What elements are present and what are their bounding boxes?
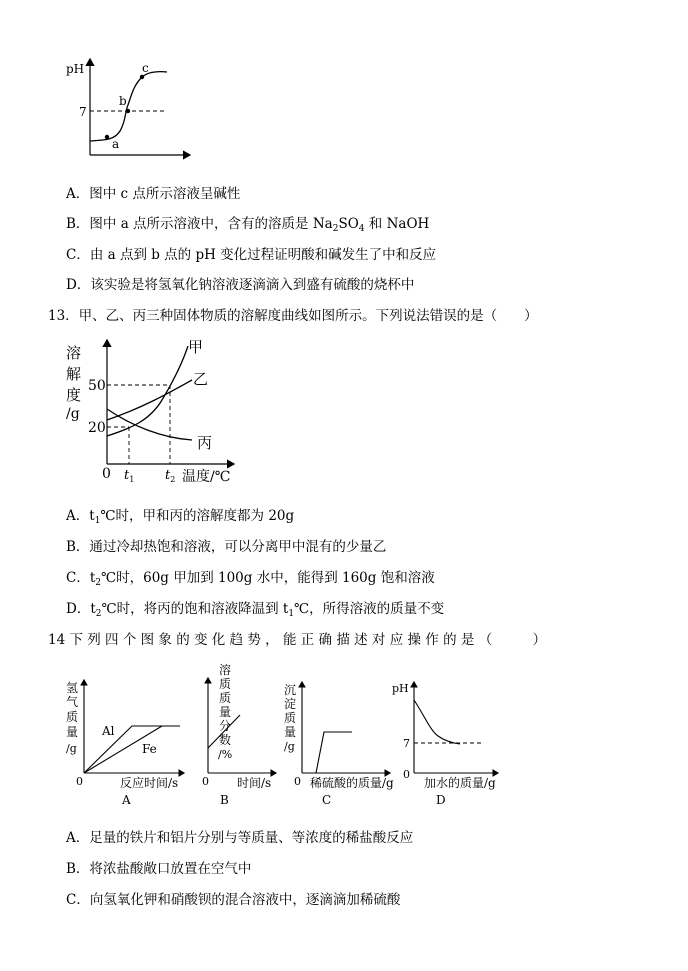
point-b — [126, 109, 130, 113]
b-y4: 量 — [219, 705, 232, 719]
b-y5: 分 — [219, 719, 232, 733]
tick-t2 — [165, 468, 175, 484]
q12-option-a: A．图中 c 点所示溶液呈碱性 — [66, 186, 241, 202]
a-y2: 气 — [66, 695, 79, 709]
q12-option-c: C．由 a 点到 b 点的 pH 变化过程证明酸和碱发生了中和反应 — [66, 247, 437, 263]
b-x-label: 时间/s — [237, 776, 272, 790]
d-ref-7: 7 — [403, 737, 410, 750]
q13-option-d-sub: 2 — [95, 609, 102, 619]
a-al-line — [84, 726, 180, 773]
q13-option-d-post: ℃，所得溶液的质量不变 — [294, 601, 445, 617]
q14-four-graphs — [62, 660, 512, 810]
point-c — [140, 75, 144, 79]
label-yi: 乙 — [193, 370, 209, 388]
c-y4: 量 — [284, 725, 297, 739]
graph-d — [392, 682, 498, 807]
q12-option-b-sub2: 4 — [358, 224, 365, 234]
y-label-jie: 解 — [66, 365, 82, 383]
a-al-label: Al — [102, 724, 115, 738]
a-y5: /g — [66, 742, 77, 755]
q13-option-b: B．通过冷却热饱和溶液，可以分离甲中混有的少量乙 — [66, 539, 387, 555]
x-axis-label: 温度/℃ — [182, 469, 231, 485]
t1-t: t — [124, 468, 130, 483]
d-curve — [414, 700, 460, 744]
q13-option-a-sub: 1 — [94, 516, 101, 526]
label-c: c — [142, 61, 149, 75]
origin-0: 0 — [102, 466, 111, 482]
q13-stem: 13．甲、乙、丙三种固体物质的溶解度曲线如图所示。下列说法错误的是（ ） — [48, 308, 538, 324]
q12-option-b-post: 和 NaOH — [364, 216, 430, 232]
q13-option-c — [66, 566, 435, 588]
q14-option-c: C．向氢氧化钾和硝酸钡的混合溶液中，逐滴滴加稀硫酸 — [66, 892, 401, 908]
tick-20: 20 — [88, 420, 106, 436]
q12-option-b — [66, 212, 429, 234]
q13-option-d — [66, 597, 444, 619]
tick-t1 — [124, 468, 134, 484]
q13-solubility-graph — [62, 336, 262, 488]
q13-option-c-post: ℃时，60g 甲加到 100g 水中，能得到 160g 饱和溶液 — [101, 570, 435, 586]
d-origin: 0 — [403, 768, 410, 781]
y-label-unit: /g — [66, 406, 80, 422]
q13-option-c-pre: C．t — [66, 570, 96, 586]
q13-option-d-mid: ℃时，将丙的饱和溶液降温到 t — [101, 601, 289, 617]
b-y3: 质 — [219, 691, 232, 705]
b-y7: /% — [218, 748, 233, 761]
b-y1: 溶 — [219, 663, 232, 677]
graph-a — [66, 680, 184, 807]
b-y2: 质 — [219, 677, 232, 691]
label-a: a — [112, 137, 120, 151]
c-y5: /g — [284, 740, 295, 753]
label-bing: 丙 — [197, 434, 213, 452]
b-origin: 0 — [202, 775, 209, 788]
q13-option-c-sub: 2 — [95, 578, 101, 588]
a-y1: 氢 — [66, 681, 79, 695]
q12-option-b-mid: SO — [338, 216, 359, 232]
a-y4: 量 — [66, 725, 79, 739]
q13-option-a — [66, 504, 294, 526]
curve-jia — [107, 346, 188, 436]
tick-50: 50 — [88, 378, 106, 394]
d-caption: D — [436, 793, 446, 807]
q13-option-a-pre: A．t — [66, 508, 95, 524]
b-caption: B — [220, 793, 229, 807]
q14-stem: 14 下 列 四 个 图 象 的 变 化 趋 势 ， 能 正 确 描 述 对 应 操 作 的 是 （ ） — [48, 632, 547, 648]
graph-c — [284, 682, 394, 807]
q12-option-d: D．该实验是将氢氧化钠溶液逐滴滴入到盛有硫酸的烧杯中 — [66, 277, 415, 293]
graph-b — [202, 662, 276, 807]
q13-option-a-post: ℃时，甲和丙的溶解度都为 20g — [100, 508, 295, 524]
c-caption: C — [322, 793, 332, 807]
a-y3: 质 — [66, 710, 79, 724]
c-line — [316, 732, 352, 773]
y-label-rong: 溶 — [66, 344, 82, 362]
t2-sub: 2 — [170, 475, 176, 484]
q13-option-d-pre: D．t — [66, 601, 96, 617]
q14-option-b: B．将浓盐酸敞口放置在空气中 — [66, 861, 252, 877]
d-x-label: 加水的质量/g — [424, 776, 496, 790]
c-y2: 淀 — [284, 697, 297, 711]
y-label-du: 度 — [66, 386, 82, 404]
c-origin: 0 — [294, 775, 301, 788]
a-x-label: 反应时间/s — [120, 776, 179, 790]
d-y-label: pH — [392, 682, 409, 695]
a-origin: 0 — [76, 775, 83, 788]
t1-sub: 1 — [129, 475, 135, 484]
q13-option-d-sub2: 1 — [288, 609, 295, 619]
b-y6: 数 — [219, 733, 232, 747]
curve-yi — [107, 380, 192, 420]
c-y3: 质 — [284, 711, 297, 725]
q12-ph-graph — [62, 55, 197, 165]
point-a — [105, 135, 109, 139]
label-b: b — [119, 94, 127, 108]
a-caption: A — [122, 793, 131, 807]
q14-option-a: A．足量的铁片和铝片分别与等质量、等浓度的稀盐酸反应 — [66, 830, 414, 846]
ph-curve — [90, 72, 167, 141]
t2-t: t — [165, 468, 171, 483]
curve-bing — [107, 409, 192, 440]
q12-option-b-pre: B．图中 a 点所示溶液中，含有的溶质是 Na — [66, 216, 333, 232]
q12-option-b-sub1: 2 — [332, 224, 339, 234]
c-y1: 沉 — [284, 683, 297, 697]
ph7-label: 7 — [79, 105, 87, 119]
a-fe-label: Fe — [142, 742, 157, 756]
label-jia: 甲 — [188, 338, 204, 356]
ph-axis-label: pH — [66, 62, 85, 76]
c-x-label: 稀硫酸的质量/g — [310, 776, 394, 790]
